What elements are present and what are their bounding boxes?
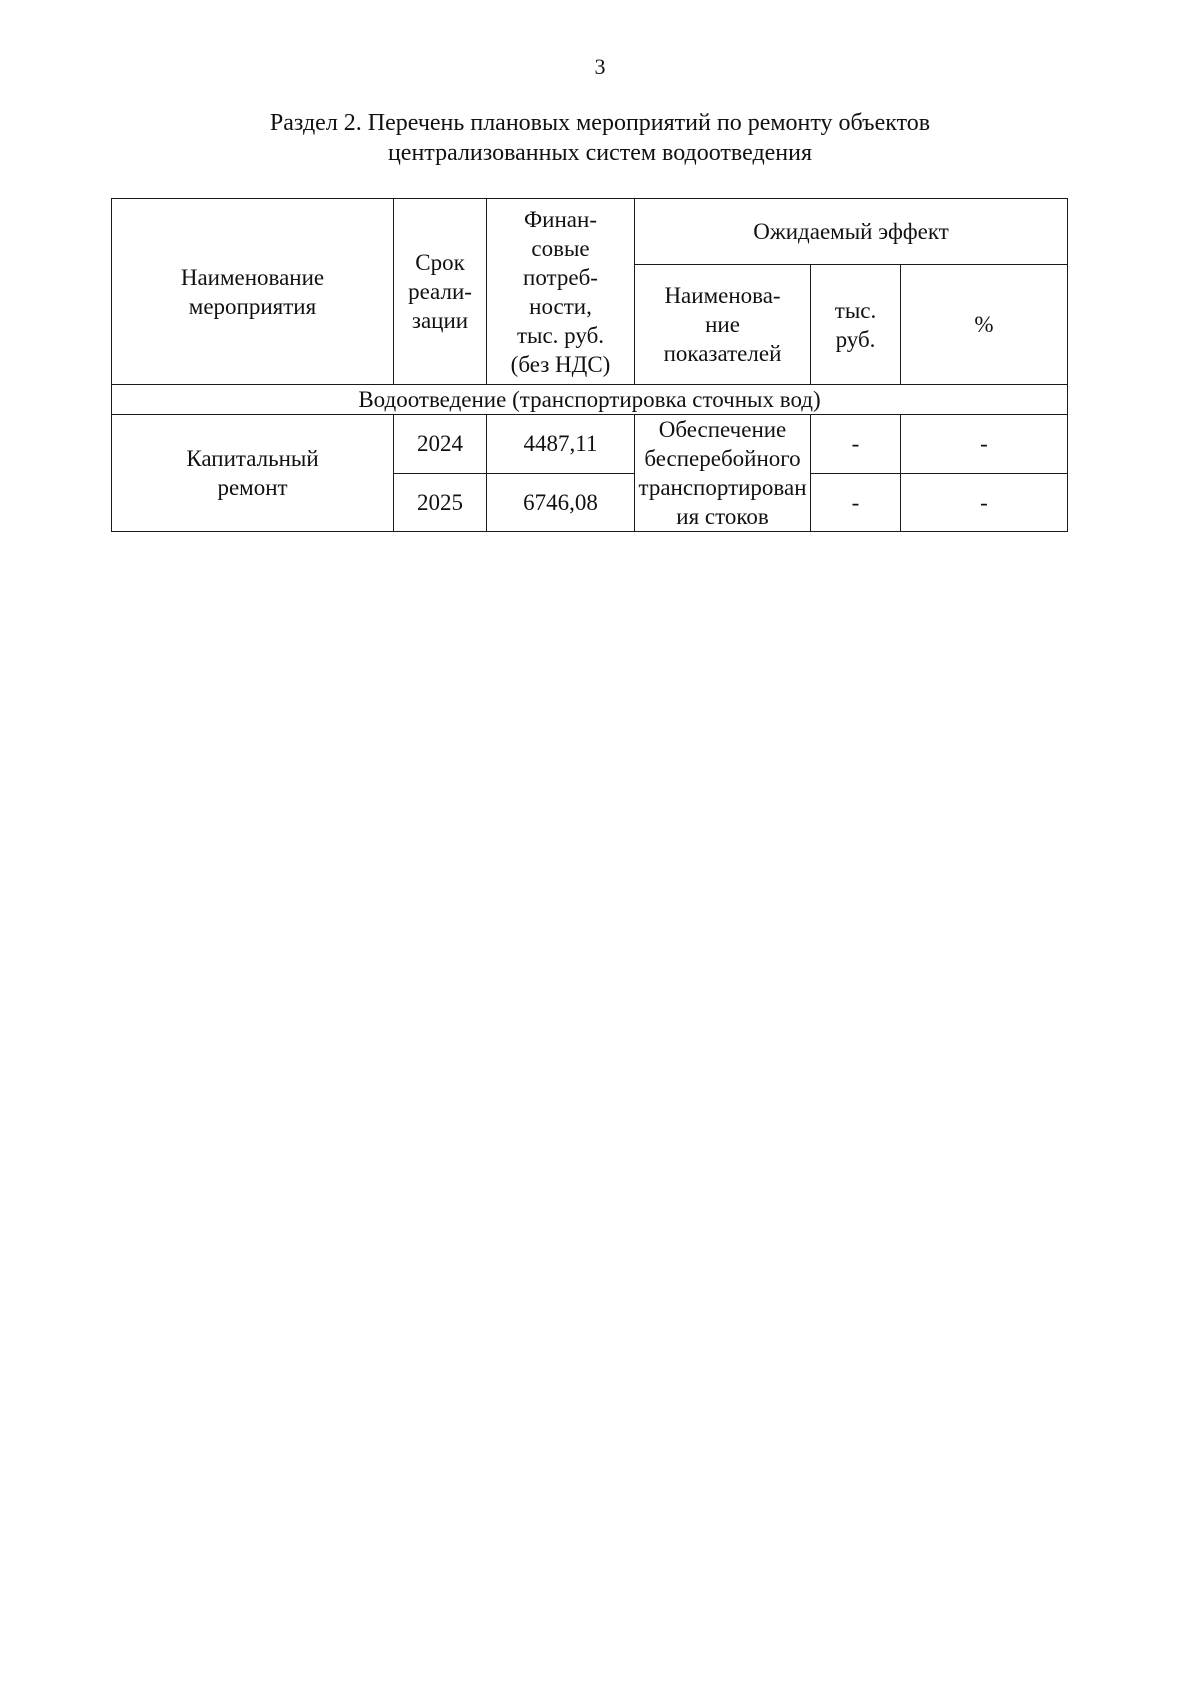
thousand-rub-cell: - <box>811 473 901 532</box>
activity-name-line: Капитальный <box>186 446 319 471</box>
header-indicator-name <box>635 265 811 385</box>
thousand-rub-cell: - <box>811 415 901 474</box>
activity-name <box>112 415 394 532</box>
percent-cell: - <box>901 473 1068 532</box>
indicator-line: транспортирован <box>638 475 807 500</box>
activity-name-line: ремонт <box>217 475 288 500</box>
section-title-line-1: Раздел 2. Перечень плановых мероприятий по ремонту объектов <box>269 110 931 136</box>
header-finance <box>487 199 635 385</box>
header-finance-line: Финан- <box>524 206 597 232</box>
percent-cell: - <box>901 415 1068 474</box>
header-term-line: Срок <box>415 250 465 275</box>
indicator-line: ия стоков <box>676 504 769 529</box>
header-indicator-name-line: показателей <box>663 341 782 366</box>
header-finance-line: потреб- <box>523 264 598 290</box>
indicator-cell <box>635 415 811 532</box>
header-activity-name <box>112 199 394 385</box>
header-activity-name-line: Наименование <box>180 264 325 290</box>
indicator-line: бесперебойного <box>644 446 801 471</box>
amount-cell: 6746,08 <box>487 473 635 532</box>
section-title-line-2: централизованных систем водоотведения <box>387 140 813 166</box>
header-thousand-rub-line: тыс. <box>834 297 877 323</box>
header-percent: % <box>901 265 1068 385</box>
amount-cell: 4487,11 <box>487 415 635 474</box>
table-row <box>112 415 1068 474</box>
header-activity-name-line: мероприятия <box>188 293 317 319</box>
header-term-line: зации <box>411 308 469 333</box>
section-label: Водоотведение (транспортировка сточных вод) <box>112 385 1068 415</box>
header-finance-line: ности, <box>529 293 592 319</box>
activities-table <box>111 198 1068 532</box>
header-indicator-name-line: Наименова- <box>664 283 781 308</box>
page-number: 3 <box>594 54 606 79</box>
header-thousand-rub-line: руб. <box>835 326 876 352</box>
year-cell: 2025 <box>394 473 487 532</box>
header-finance-line: (без НДС) <box>510 351 611 377</box>
year-cell: 2024 <box>394 415 487 474</box>
header-finance-line: совые <box>531 235 590 261</box>
header-thousand-rub <box>811 265 901 385</box>
section-title <box>150 108 1050 168</box>
indicator-line: Обеспечение <box>658 417 787 442</box>
header-term-line: реали- <box>408 279 472 304</box>
header-term <box>394 199 487 385</box>
section-row <box>112 385 1068 415</box>
header-indicator-name-line: ние <box>705 312 740 337</box>
header-expected-effect: Ожидаемый эффект <box>635 199 1068 265</box>
header-row-top <box>112 199 1068 265</box>
header-finance-line: тыс. руб. <box>516 322 605 348</box>
